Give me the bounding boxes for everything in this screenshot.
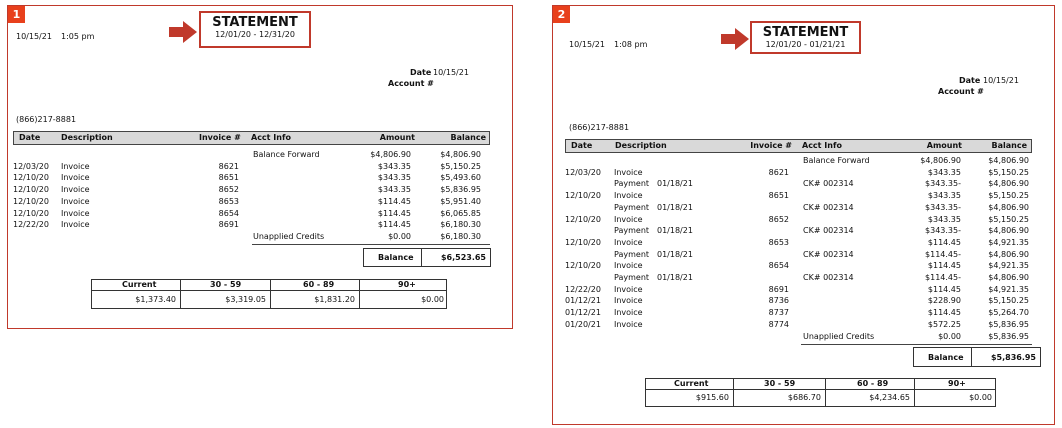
date-value: 10/15/21 xyxy=(983,76,1019,85)
statement-date-range: 12/01/20 - 12/31/20 xyxy=(215,30,295,39)
date-value: 10/15/21 xyxy=(433,68,469,77)
row-balance: $5,150.25 xyxy=(440,162,481,171)
row-balance: $4,921.35 xyxy=(988,238,1029,247)
row-balance: $5,150.25 xyxy=(988,168,1029,177)
row-acct: CK# 002314 xyxy=(803,179,854,188)
row-pdate: 01/18/21 xyxy=(657,273,693,282)
row-balance: $6,065.85 xyxy=(440,209,481,218)
date-label: Date xyxy=(959,76,981,85)
row-desc: Invoice xyxy=(61,209,90,218)
row-pdate: 01/18/21 xyxy=(657,250,693,259)
col-amount: Amount xyxy=(926,141,962,150)
row-date: 12/10/20 xyxy=(13,173,49,182)
account-label: Account # xyxy=(388,79,434,88)
statement-title: STATEMENT xyxy=(212,15,298,30)
print-date: 10/15/21 xyxy=(16,32,52,41)
balance-box xyxy=(363,248,491,267)
row-amount: $0.00 xyxy=(938,332,961,341)
col-balance: Balance xyxy=(991,141,1027,150)
row-acct: Balance Forward xyxy=(803,156,870,165)
total-rule xyxy=(252,244,490,245)
account-label: Account # xyxy=(938,87,984,96)
row-inv: 8652 xyxy=(768,215,789,224)
row-amount: $343.35- xyxy=(925,179,961,188)
row-amount: $572.25 xyxy=(927,320,961,329)
col-acct-info: Acct Info xyxy=(802,141,842,150)
row-date: 01/20/21 xyxy=(565,320,601,329)
row-date: 01/12/21 xyxy=(565,296,601,305)
row-balance: $4,806.90 xyxy=(988,273,1029,282)
row-inv: 8651 xyxy=(768,191,789,200)
col-description: Description xyxy=(615,141,667,150)
aging-value-60-89: $1,831.20 xyxy=(314,295,355,304)
row-acct: Unapplied Credits xyxy=(803,332,875,341)
row-desc: Invoice xyxy=(614,191,643,200)
row-acct: CK# 002314 xyxy=(803,273,854,282)
row-inv: 8654 xyxy=(768,261,789,270)
total-rule xyxy=(801,344,1032,345)
col-date: Date xyxy=(19,133,41,142)
row-desc: Invoice xyxy=(61,162,90,171)
row-amount: $343.35 xyxy=(927,168,961,177)
row-date: 12/10/20 xyxy=(13,185,49,194)
date-label: Date xyxy=(410,68,432,77)
row-inv: 8691 xyxy=(768,285,789,294)
aging-value-current: $1,373.40 xyxy=(135,295,176,304)
aging-value-current: $915.60 xyxy=(695,393,729,402)
row-amount: $343.35- xyxy=(925,226,961,235)
row-balance: $4,921.35 xyxy=(988,261,1029,270)
row-date: 01/12/21 xyxy=(565,308,601,317)
row-acct: CK# 002314 xyxy=(803,226,854,235)
row-balance: $5,951.40 xyxy=(440,197,481,206)
aging-header-current: Current xyxy=(122,280,157,289)
balance-label: Balance xyxy=(378,253,414,262)
row-balance: $6,180.30 xyxy=(440,232,481,241)
row-inv: 8621 xyxy=(768,168,789,177)
balance-value: $5,836.95 xyxy=(990,353,1036,362)
row-amount: $343.35 xyxy=(377,162,411,171)
arrow-right-icon xyxy=(169,21,197,43)
row-desc: Invoice xyxy=(614,285,643,294)
aging-value-90-plus: $0.00 xyxy=(421,295,444,304)
row-desc: Invoice xyxy=(61,220,90,229)
row-pdate: 01/18/21 xyxy=(657,226,693,235)
row-desc: Invoice xyxy=(61,197,90,206)
aging-header-90-plus: 90+ xyxy=(398,280,416,289)
col-description: Description xyxy=(61,133,113,142)
table-header xyxy=(13,131,490,145)
row-balance: $5,150.25 xyxy=(988,296,1029,305)
row-acct: CK# 002314 xyxy=(803,250,854,259)
table-header xyxy=(565,139,1032,153)
row-amount: $114.45- xyxy=(925,273,961,282)
row-inv: 8654 xyxy=(218,209,239,218)
row-desc: Payment xyxy=(614,273,650,282)
row-balance: $4,806.90 xyxy=(988,226,1029,235)
row-amount: $343.35 xyxy=(927,215,961,224)
aging-header-60-89: 60 - 89 xyxy=(303,280,335,289)
row-desc: Invoice xyxy=(614,168,643,177)
row-balance: $6,180.30 xyxy=(440,220,481,229)
statement-date-range: 12/01/20 - 01/21/21 xyxy=(765,40,846,49)
row-balance: $4,806.90 xyxy=(988,179,1029,188)
row-date: 12/10/20 xyxy=(13,209,49,218)
aging-header-30-59: 30 - 59 xyxy=(764,379,796,388)
row-desc: Invoice xyxy=(614,215,643,224)
row-desc: Invoice xyxy=(61,185,90,194)
arrow-right-icon xyxy=(721,28,749,50)
row-amount: $343.35- xyxy=(925,203,961,212)
row-date: 12/10/20 xyxy=(565,191,601,200)
row-desc: Invoice xyxy=(61,173,90,182)
row-desc: Invoice xyxy=(614,308,643,317)
row-balance: $5,836.95 xyxy=(440,185,481,194)
row-amount: $114.45- xyxy=(925,250,961,259)
phone-number: (866)217-8881 xyxy=(16,115,77,124)
row-desc: Invoice xyxy=(614,320,643,329)
aging-value-30-59: $686.70 xyxy=(787,393,821,402)
aging-header-30-59: 30 - 59 xyxy=(210,280,242,289)
row-amount: $0.00 xyxy=(388,232,411,241)
statement-panel-2 xyxy=(552,5,1055,425)
aging-summary xyxy=(91,279,447,309)
aging-value-30-59: $3,319.05 xyxy=(225,295,266,304)
row-balance: $5,150.25 xyxy=(988,215,1029,224)
row-date: 12/10/20 xyxy=(565,261,601,270)
col-acct-info: Acct Info xyxy=(251,133,291,142)
row-amount: $4,806.90 xyxy=(370,150,411,159)
row-inv: 8653 xyxy=(768,238,789,247)
row-balance: $4,806.90 xyxy=(988,156,1029,165)
row-desc: Payment xyxy=(614,179,650,188)
row-inv: 8651 xyxy=(218,173,239,182)
row-inv: 8736 xyxy=(768,296,789,305)
row-balance: $5,264.70 xyxy=(988,308,1029,317)
row-acct: CK# 002314 xyxy=(803,203,854,212)
row-inv: 8774 xyxy=(768,320,789,329)
row-date: 12/03/20 xyxy=(13,162,49,171)
panel-number-badge: 1 xyxy=(8,6,25,23)
row-balance: $4,806.90 xyxy=(988,250,1029,259)
row-desc: Payment xyxy=(614,203,650,212)
row-amount: $343.35 xyxy=(927,191,961,200)
row-balance: $4,806.90 xyxy=(988,203,1029,212)
col-balance: Balance xyxy=(450,133,486,142)
row-balance: $4,921.35 xyxy=(988,285,1029,294)
row-desc: Invoice xyxy=(614,296,643,305)
row-balance: $5,150.25 xyxy=(988,191,1029,200)
aging-header-current: Current xyxy=(674,379,709,388)
row-balance: $5,493.60 xyxy=(440,173,481,182)
print-time: 1:08 pm xyxy=(614,40,648,49)
row-amount: $4,806.90 xyxy=(920,156,961,165)
col-date: Date xyxy=(571,141,593,150)
panel-number-badge: 2 xyxy=(553,6,570,23)
statement-panel-1 xyxy=(7,5,513,329)
balance-label: Balance xyxy=(928,353,964,362)
row-balance: $5,836.95 xyxy=(988,320,1029,329)
row-desc: Payment xyxy=(614,226,650,235)
phone-number: (866)217-8881 xyxy=(569,123,630,132)
row-amount: $114.45 xyxy=(377,197,411,206)
row-inv: 8691 xyxy=(218,220,239,229)
row-pdate: 01/18/21 xyxy=(657,203,693,212)
balance-box xyxy=(913,347,1041,367)
row-amount: $114.45 xyxy=(927,261,961,270)
row-inv: 8737 xyxy=(768,308,789,317)
statement-title-box xyxy=(199,11,311,48)
row-desc: Payment xyxy=(614,250,650,259)
aging-header-60-89: 60 - 89 xyxy=(857,379,889,388)
row-amount: $343.35 xyxy=(377,185,411,194)
row-date: 12/22/20 xyxy=(13,220,49,229)
row-amount: $228.90 xyxy=(927,296,961,305)
aging-value-60-89: $4,234.65 xyxy=(869,393,910,402)
row-pdate: 01/18/21 xyxy=(657,179,693,188)
row-desc: Invoice xyxy=(614,261,643,270)
row-balance: $4,806.90 xyxy=(440,150,481,159)
row-amount: $114.45 xyxy=(377,220,411,229)
row-acct: Unapplied Credits xyxy=(253,232,325,241)
row-desc: Invoice xyxy=(614,238,643,247)
row-amount: $114.45 xyxy=(927,308,961,317)
col-invoice: Invoice # xyxy=(750,141,792,150)
col-invoice: Invoice # xyxy=(199,133,241,142)
row-inv: 8652 xyxy=(218,185,239,194)
row-date: 12/22/20 xyxy=(565,285,601,294)
aging-header-90-plus: 90+ xyxy=(948,379,966,388)
print-date: 10/15/21 xyxy=(569,40,605,49)
statement-title: STATEMENT xyxy=(762,25,849,40)
row-amount: $114.45 xyxy=(927,285,961,294)
row-date: 12/10/20 xyxy=(565,238,601,247)
row-date: 12/10/20 xyxy=(565,215,601,224)
row-amount: $114.45 xyxy=(377,209,411,218)
row-balance: $5,836.95 xyxy=(988,332,1029,341)
row-inv: 8653 xyxy=(218,197,239,206)
print-time: 1:05 pm xyxy=(61,32,95,41)
aging-value-90-plus: $0.00 xyxy=(969,393,992,402)
row-date: 12/10/20 xyxy=(13,197,49,206)
col-amount: Amount xyxy=(379,133,415,142)
row-acct: Balance Forward xyxy=(253,150,320,159)
statement-title-box xyxy=(750,21,861,54)
row-amount: $114.45 xyxy=(927,238,961,247)
row-inv: 8621 xyxy=(218,162,239,171)
balance-value: $6,523.65 xyxy=(440,253,486,262)
row-amount: $343.35 xyxy=(377,173,411,182)
aging-summary xyxy=(645,378,996,407)
row-date: 12/03/20 xyxy=(565,168,601,177)
